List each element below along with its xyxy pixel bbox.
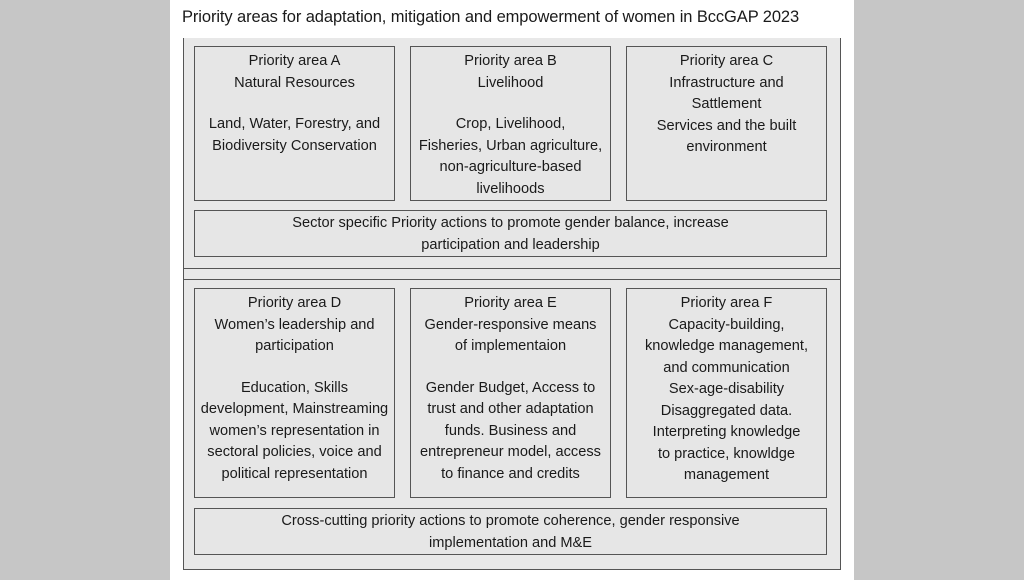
area-c-heading-2: Infrastructure and	[669, 74, 784, 91]
area-f-heading-3: knowledge management,	[644, 338, 809, 354]
crosscutting-actions-line-1: Cross-cutting priority actions to promote coherence, gender responsive	[281, 513, 740, 529]
area-f-heading-2: Capacity-building,	[668, 316, 785, 333]
priority-area-d-box	[194, 288, 395, 498]
area-e-detail-1: Gender Budget, Access to	[425, 379, 596, 396]
area-f-heading-7: Interpreting knowledge	[652, 424, 801, 440]
area-d-heading-1: Priority area D	[247, 295, 342, 311]
area-f-heading-8: to practice, knowldge	[657, 445, 796, 462]
crosscutting-actions-box	[194, 508, 827, 555]
area-e-detail-2: trust and other adaptation	[427, 401, 594, 417]
area-b-detail-3: non-agriculture-based	[439, 159, 582, 175]
area-e-heading-1: Priority area E	[464, 295, 557, 311]
figure-title: Priority areas for adaptation, mitigation and empowerment of women in BccGAP 2023	[182, 8, 800, 26]
area-e-heading-3: of implementaion	[454, 338, 567, 354]
area-d-detail-5: political representation	[221, 465, 368, 482]
priority-area-a-box	[194, 46, 395, 201]
priority-area-f-box	[626, 288, 827, 498]
area-f-heading-4: and communication	[663, 359, 790, 376]
lower-section	[184, 279, 840, 570]
area-e-heading-2: Gender-responsive means	[424, 316, 597, 333]
area-b-detail-1: Crop, Livelihood,	[455, 116, 566, 132]
priority-area-c-box	[626, 46, 827, 201]
sector-actions-line-1: Sector specific Priority actions to promote gender balance, increase	[292, 215, 729, 231]
area-b-detail-4: livelihoods	[476, 180, 545, 197]
priority-area-b-box	[410, 46, 611, 201]
area-d-detail-4: sectoral policies, voice and	[207, 444, 382, 460]
area-b-heading-2: Livelihood	[477, 74, 544, 91]
area-f-heading-5: Sex-age-disability	[668, 381, 785, 397]
area-e-detail-4: entrepreneur model, access	[420, 444, 601, 460]
area-b-detail-2: Fisheries, Urban agriculture,	[418, 137, 603, 154]
area-d-detail-2: development, Mainstreaming	[200, 401, 389, 417]
area-a-detail-1: Land, Water, Forestry, and	[208, 116, 381, 132]
area-c-heading-3: Sattlement	[691, 96, 762, 112]
area-f-heading-6: Disaggregated data.	[660, 402, 793, 419]
area-d-detail-1: Education, Skills	[240, 379, 349, 396]
figure-page	[170, 0, 854, 580]
area-a-heading-1: Priority area A	[248, 53, 341, 69]
area-d-heading-2: Women’s leadership and	[214, 316, 375, 333]
crosscutting-actions-line-2: implementation and M&E	[428, 534, 593, 551]
area-d-detail-3: women’s representation in	[209, 422, 380, 439]
area-c-heading-5: environment	[686, 139, 767, 155]
area-e-detail-5: to finance and credits	[441, 465, 580, 482]
area-c-heading-4: Services and the built	[656, 117, 797, 134]
area-d-heading-3: participation	[255, 338, 334, 354]
sector-actions-box	[194, 210, 827, 257]
area-c-heading-1: Priority area C	[679, 53, 774, 69]
area-a-detail-2: Biodiversity Conservation	[212, 137, 377, 154]
priority-area-e-box	[410, 288, 611, 498]
area-b-heading-1: Priority area B	[464, 53, 557, 69]
sector-actions-line-2: participation and leadership	[421, 236, 600, 253]
upper-section	[184, 38, 840, 269]
diagram-frame	[183, 38, 841, 570]
area-e-detail-3: funds. Business and	[444, 422, 577, 439]
area-f-heading-9: management	[683, 467, 770, 483]
area-a-heading-2: Natural Resources	[234, 74, 355, 91]
area-f-heading-1: Priority area F	[680, 295, 773, 311]
